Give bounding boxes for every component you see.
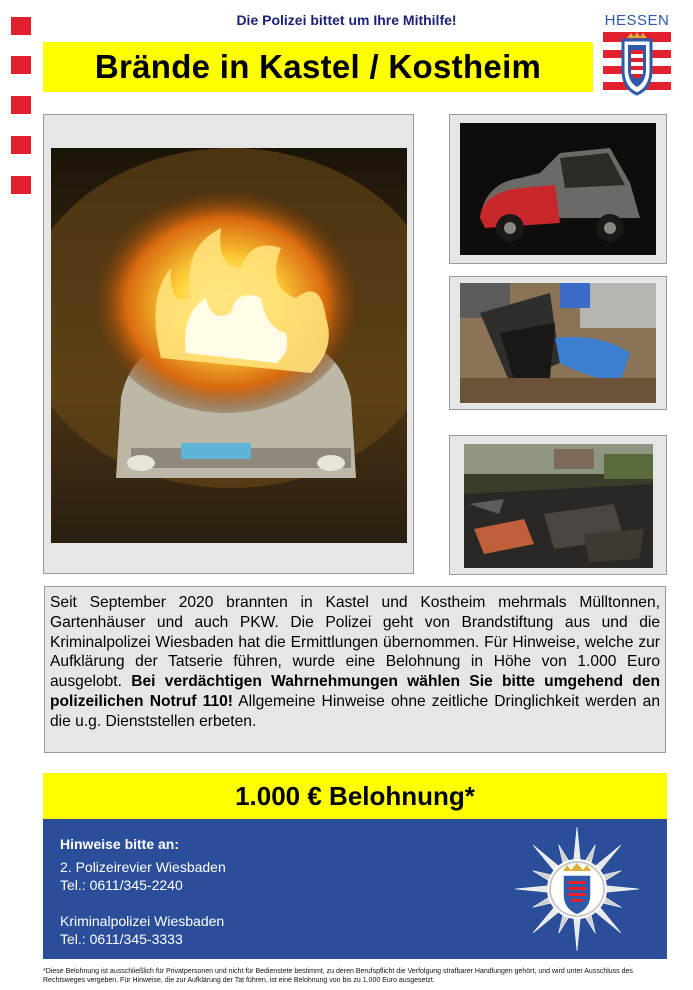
police-star-icon: [513, 825, 641, 953]
red-marker-square: [11, 56, 31, 74]
red-marker-square: [11, 136, 31, 154]
office2-phone: Tel.: 0611/345-3333: [60, 931, 183, 947]
description-part1: Seit September 2020 brannten in Kastel und Kostheim mehrmals Mülltonnen, Gartenhäuser und auch PKW. Die Polizei geht von Brandstiftung aus und die Kriminalpolizei Wiesbaden hat die Ermittlungen übernommen. Für Hinweise, welche zur Aufklärung der Tatserie führen, wurde eine Belohnung in Höhe von 1.000 Euro ausgelobt.: [50, 594, 660, 691]
reward-banner: [43, 773, 667, 819]
page-title: Brände in Kastel / Kostheim: [94, 48, 542, 85]
description-text: [44, 586, 666, 753]
appeal-text: Die Polizei bittet um Ihre Mithilfe!: [236, 12, 457, 28]
contact-heading: Hinweise bitte an:: [60, 836, 180, 852]
burning-car-photo: [51, 148, 407, 543]
hessen-flag-icon: [603, 32, 671, 98]
red-marker-square: [11, 176, 31, 194]
reward-footnote: *Diese Belohnung ist ausschließlich für Privatpersonen und nicht für Bedienstete bestimmt, zu deren Berufspflicht die Verfolgung strafbarer Handlungen gehört, und wird unter Ausschluss des Rechtsweges vergeben. Für Hinweise, die zur Aufklärung der Tat führen, ist eine Belohnung von bis zu 1.000 Euro ausgesetzt.: [43, 968, 633, 984]
reward-label: 1.000 € Belohnung*: [235, 780, 475, 811]
office1-name: 2. Polizeirevier Wiesbaden: [60, 859, 226, 875]
description-part2: Allgemeine Hinweise ohne zeitliche Dringlichkeit werden an die u.g. Dienststellen erbeten.: [50, 692, 660, 730]
office2-name: Kriminalpolizei Wiesbaden: [60, 913, 225, 929]
red-marker-square: [11, 96, 31, 114]
title-banner: [43, 42, 593, 92]
office1-phone: Tel.: 0611/345-2240: [60, 877, 183, 893]
emergency-call-text: Bei verdächtigen Wahrnehmungen wählen Sie bitte umgehend den polizeilichen Notruf 110!: [50, 673, 660, 710]
contact-box: [43, 819, 667, 959]
burnt-red-car-photo: [460, 123, 656, 255]
hessen-label: HESSEN: [604, 12, 670, 29]
burnt-garden-shed-photo: [464, 444, 653, 568]
burnt-bins-photo: [460, 283, 656, 403]
